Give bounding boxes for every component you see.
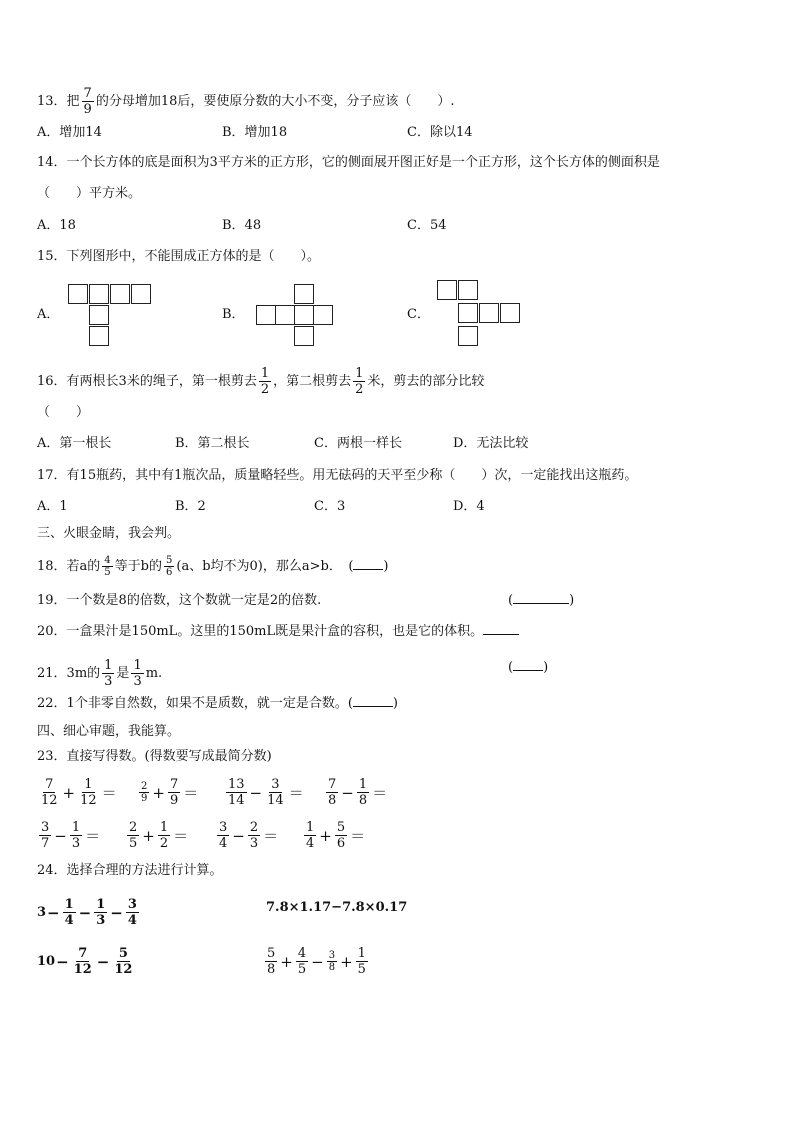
answer-blank[interactable] bbox=[353, 706, 393, 707]
fraction: $\frac{2}{5}$ bbox=[129, 820, 138, 851]
q16-option-d[interactable]: D．无法比较 bbox=[453, 436, 529, 451]
fraction: $\frac{1}{3}$ bbox=[96, 897, 106, 928]
fraction: $\frac{7}{8}$ bbox=[328, 777, 337, 808]
q16-option-c[interactable]: C．两根一样长 bbox=[314, 436, 402, 451]
q18-stem: 18．若a的 $\frac{4}{5}$ 等于b的 $\frac{5}{6}$ (a、b均不为0)，那么a>b． ( ) bbox=[37, 555, 389, 578]
q16-stem-line2: （ ） bbox=[37, 405, 90, 420]
q14-option-c[interactable]: C．54 bbox=[407, 218, 447, 233]
fraction: $\frac{7}{12}$ bbox=[73, 946, 92, 977]
answer-blank[interactable] bbox=[513, 603, 569, 604]
fraction: $\frac{1}{4}$ bbox=[64, 897, 74, 928]
fraction: $\frac{2}{3}$ bbox=[249, 820, 259, 851]
q16-stem: 16．有两根长3米的绳子，第一根剪去 $\frac{1}{2}$ ，第二根剪去 $\frac{1}{2}$ 米，剪去的部分比较 bbox=[37, 366, 485, 397]
fraction: $\frac{1}{8}$ bbox=[358, 777, 368, 808]
fraction: $\frac{3}{7}$ bbox=[41, 820, 50, 851]
q19-stem: 19．一个数是8的倍数，这个数就一定是2的倍数. bbox=[37, 593, 322, 608]
q23-item: $\frac{7}{12}$ + $\frac{1}{12}$ ＝ bbox=[41, 777, 117, 808]
fraction: $\frac{5}{6}$ bbox=[166, 555, 173, 578]
fraction: $\frac{13}{14}$ bbox=[228, 777, 245, 808]
fraction: $\frac{3}{8}$ bbox=[328, 950, 336, 973]
q22-stem: 22．1个非零自然数，如果不是质数，就一定是合数。( ) bbox=[37, 696, 398, 711]
fraction: $\frac{1}{3}$ bbox=[104, 658, 113, 689]
answer-blank[interactable] bbox=[353, 569, 383, 570]
q24-expr-4: $\frac{5}{8}$ + $\frac{4}{5}$ − $\frac{3}{8}$ + $\frac{1}{5}$ bbox=[267, 946, 366, 977]
fraction: $\frac{1}{2}$ bbox=[159, 820, 169, 851]
q21-answer: ( ) bbox=[508, 660, 549, 675]
q13-option-a[interactable]: A．增加14 bbox=[37, 125, 102, 140]
q23-item: $\frac{13}{14}$ − $\frac{3}{14}$ ＝ bbox=[228, 777, 304, 808]
q13-stem: 13．把 $\frac{7}{9}$ 的分母增加18后，要使原分数的大小不变，分子应该（ ）. bbox=[37, 86, 455, 117]
q23-item: $\frac{2}{9}$ + $\frac{7}{9}$ ＝ bbox=[141, 777, 199, 808]
q14-stem-line2: （ ）平方米。 bbox=[37, 186, 142, 201]
q14-option-a[interactable]: A．18 bbox=[37, 218, 76, 233]
q23-item: $\frac{1}{4}$ + $\frac{5}{6}$ ＝ bbox=[306, 820, 366, 851]
fraction: $\frac{3}{4}$ bbox=[219, 820, 228, 851]
q17-option-c[interactable]: C．3 bbox=[314, 499, 346, 514]
q23-item: $\frac{3}{4}$ − $\frac{2}{3}$ ＝ bbox=[219, 820, 279, 851]
q17-stem: 17．有15瓶药，其中有1瓶次品，质量略轻些。用无砝码的天平至少称（ ）次，一定能找出这瓶药。 bbox=[37, 468, 638, 483]
q23-item: $\frac{7}{8}$ − $\frac{1}{8}$ ＝ bbox=[328, 777, 388, 808]
q20-stem: 20．一盒果汁是150mL。这里的150mL既是果汁盒的容积，也是它的体积。 bbox=[37, 622, 519, 642]
q24-stem: 24．选择合理的方法进行计算。 bbox=[37, 863, 223, 878]
fraction: $\frac{4}{5}$ bbox=[297, 946, 307, 977]
section-3-title: 三、火眼金睛，我会判。 bbox=[37, 526, 181, 541]
fraction: $\frac{7}{9}$ bbox=[169, 777, 179, 808]
fraction: $\frac{1}{12}$ bbox=[80, 777, 97, 808]
q21-stem: 21．3m的 $\frac{1}{3}$ 是 $\frac{1}{3}$ m. bbox=[37, 658, 163, 689]
q23-stem: 23．直接写得数。(得数要写成最简分数) bbox=[37, 749, 272, 764]
fraction: $\frac{1}{2}$ bbox=[355, 366, 364, 397]
q17-option-a[interactable]: A．1 bbox=[37, 499, 68, 514]
q17-option-d[interactable]: D．4 bbox=[453, 499, 485, 514]
q14-stem: 14．一个长方体的底是面积为3平方米的正方形，它的侧面展开图正好是一个正方形，这个长方体的侧面积是 bbox=[37, 155, 660, 170]
fraction: $\frac{1}{2}$ bbox=[260, 366, 270, 397]
q16-option-a[interactable]: A．第一根长 bbox=[37, 436, 112, 451]
fraction: $\frac{1}{5}$ bbox=[357, 946, 366, 977]
fraction: $\frac{1}{3}$ bbox=[71, 820, 81, 851]
q15-stem: 15．下列图形中，不能围成正方体的是（ ）。 bbox=[37, 249, 321, 264]
q17-option-b[interactable]: B．2 bbox=[175, 499, 206, 514]
fraction: $\frac{2}{9}$ bbox=[141, 781, 148, 804]
fraction: $\frac{5}{12}$ bbox=[114, 946, 133, 977]
q15-option-a[interactable]: A． bbox=[37, 307, 60, 322]
fraction: $\frac{5}{6}$ bbox=[336, 820, 346, 851]
answer-blank[interactable] bbox=[483, 634, 519, 635]
q14-option-b[interactable]: B．48 bbox=[222, 218, 262, 233]
section-4-title: 四、细心审题，我能算。 bbox=[37, 724, 181, 739]
fraction: $\frac{3}{4}$ bbox=[127, 897, 137, 928]
fraction: $\frac{3}{14}$ bbox=[267, 777, 284, 808]
q15-option-b[interactable]: B． bbox=[222, 307, 245, 322]
fraction: $\frac{4}{5}$ bbox=[104, 555, 111, 578]
q15-option-c[interactable]: C． bbox=[407, 307, 430, 322]
fraction: $\frac{1}{4}$ bbox=[306, 820, 315, 851]
q23-item: $\frac{2}{5}$ + $\frac{1}{2}$ ＝ bbox=[129, 820, 189, 851]
fraction: $\frac{5}{8}$ bbox=[267, 946, 276, 977]
q24-expr-1: 3− $\frac{1}{4}$ − $\frac{1}{3}$ − $\frac{3}{4}$ bbox=[37, 897, 137, 928]
q16-option-b[interactable]: B．第二根长 bbox=[175, 436, 250, 451]
q24-expr-3: 10− $\frac{7}{12}$ − $\frac{5}{12}$ bbox=[37, 946, 133, 977]
q13-option-b[interactable]: B．增加18 bbox=[222, 125, 288, 140]
q23-item: $\frac{3}{7}$ − $\frac{1}{3}$ ＝ bbox=[41, 820, 101, 851]
q19-answer: ( ) bbox=[508, 593, 575, 608]
fraction: $\frac{7}{12}$ bbox=[41, 777, 58, 808]
q13-option-c[interactable]: C．除以14 bbox=[407, 125, 473, 140]
fraction: $\frac{1}{3}$ bbox=[133, 658, 142, 689]
answer-blank[interactable] bbox=[513, 670, 543, 671]
fraction: $\frac{7}{9}$ bbox=[83, 86, 92, 117]
q24-expr-2: 7.8×1.17−7.8×0.17 bbox=[266, 900, 408, 915]
